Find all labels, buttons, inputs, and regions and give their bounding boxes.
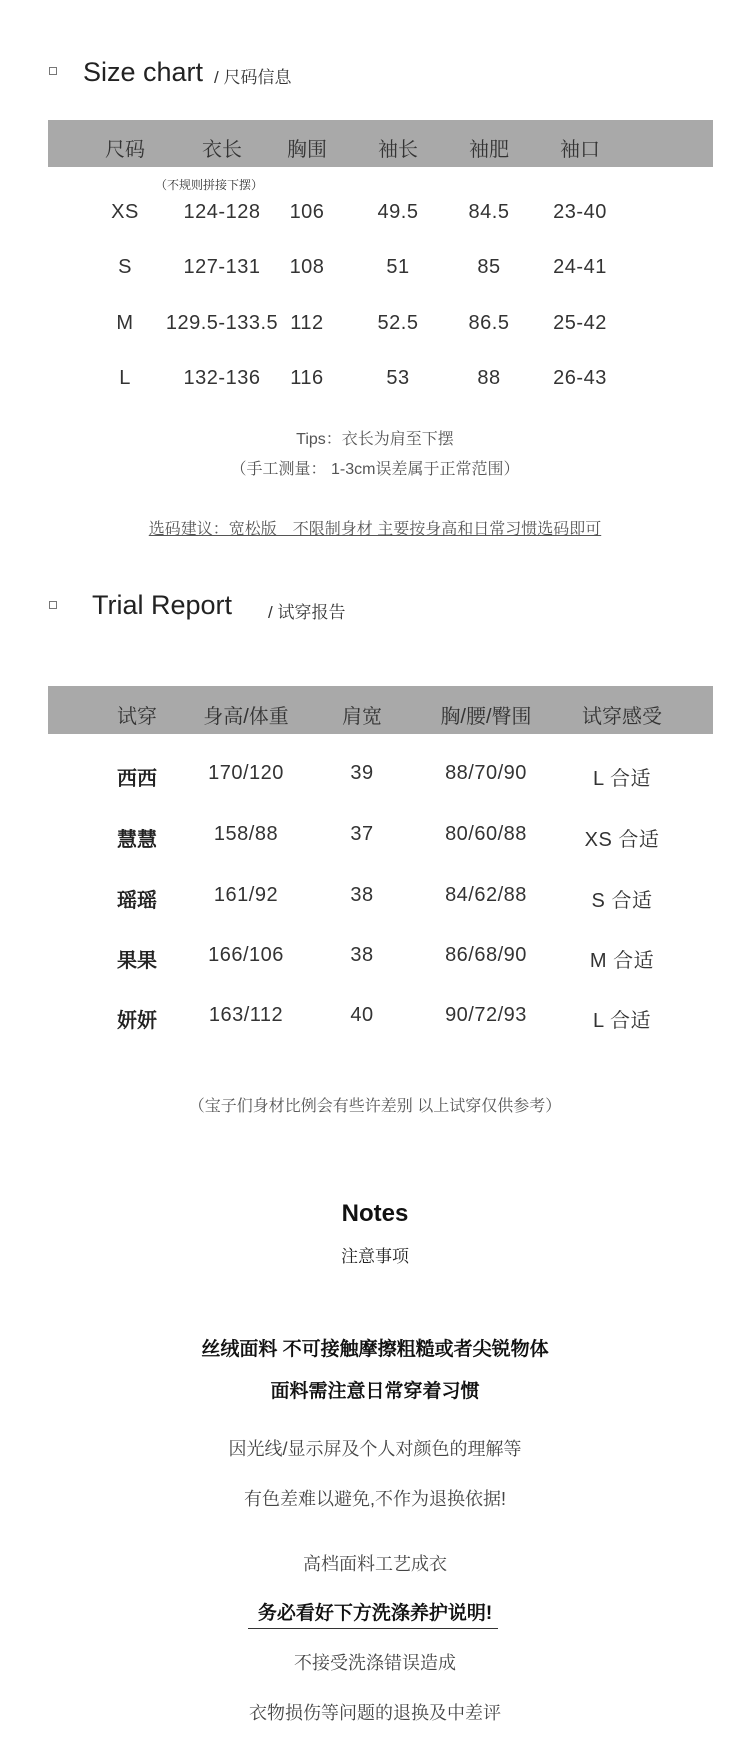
- size-header-5: 袖口: [560, 139, 600, 161]
- size-cell-3-3: 53: [386, 367, 410, 389]
- trial-cell-2-2: 38: [350, 884, 374, 906]
- size-chart-bullet-icon: [49, 67, 57, 75]
- size-chart-subtitle: / 尺码信息: [214, 68, 292, 87]
- notes-line-4: 有色差难以避免,不作为退换依据!: [243, 1489, 506, 1509]
- trial-cell-3-1: 166/106: [208, 944, 284, 966]
- size-cell-2-4: 86.5: [468, 312, 510, 334]
- trial-header-1: 身高/体重: [203, 706, 289, 728]
- trial-report-bullet-icon: [49, 601, 57, 609]
- trial-cell-0-1: 170/120: [208, 762, 284, 784]
- trial-cell-3-0: 果果: [117, 950, 157, 972]
- trial-cell-1-0: 慧慧: [117, 829, 157, 851]
- size-cell-1-5: 24-41: [553, 256, 607, 278]
- size-cell-2-1: 129.5-133.5: [165, 312, 279, 334]
- trial-cell-1-4: XS 合适: [584, 829, 660, 851]
- trial-cell-0-2: 39: [350, 762, 374, 784]
- notes-line-7: 不接受洗涤错误造成: [294, 1653, 456, 1673]
- trial-footnote: （宝子们身材比例会有些许差别 以上试穿仅供参考）: [188, 1098, 562, 1115]
- notes-line-6: 务必看好下方洗涤养护说明!: [257, 1603, 493, 1624]
- notes-subtitle: 注意事项: [341, 1247, 409, 1266]
- notes-line-2: 面料需注意日常穿着习惯: [270, 1381, 480, 1402]
- length-note: （不规则拼接下摆）: [155, 178, 264, 192]
- size-cell-0-5: 23-40: [553, 201, 607, 223]
- trial-cell-2-0: 瑶瑶: [117, 890, 157, 912]
- trial-cell-4-2: 40: [350, 1004, 374, 1026]
- size-header-0: 尺码: [105, 139, 145, 161]
- trial-cell-1-1: 158/88: [213, 823, 279, 845]
- notes-line-5: 高档面料工艺成衣: [303, 1554, 447, 1574]
- size-chart-title: Size chart: [83, 57, 204, 87]
- trial-cell-1-2: 37: [350, 823, 374, 845]
- size-cell-3-5: 26-43: [553, 367, 607, 389]
- measure-note: （手工测量： 1-3cm误差属于正常范围）: [230, 461, 520, 478]
- size-cell-3-2: 116: [290, 367, 324, 389]
- trial-cell-1-3: 80/60/88: [445, 823, 527, 845]
- size-cell-0-1: 124-128: [183, 201, 261, 223]
- trial-cell-0-0: 西西: [117, 768, 157, 790]
- size-cell-0-4: 84.5: [468, 201, 510, 223]
- size-cell-3-4: 88: [477, 367, 501, 389]
- size-cell-1-1: 127-131: [183, 256, 261, 278]
- trial-header-4: 试穿感受: [582, 706, 662, 728]
- size-cell-2-3: 52.5: [377, 312, 419, 334]
- notes-line-1: 丝绒面料 不可接触摩擦粗糙或者尖锐物体: [201, 1339, 549, 1360]
- size-cell-1-2: 108: [289, 256, 325, 278]
- trial-cell-3-2: 38: [350, 944, 374, 966]
- size-header-1: 衣长: [202, 139, 242, 161]
- tips-text: Tips：衣长为肩至下摆: [296, 431, 454, 448]
- size-header-4: 袖肥: [469, 139, 509, 161]
- trial-header-2: 肩宽: [342, 706, 382, 728]
- trial-cell-2-1: 161/92: [213, 884, 279, 906]
- notes-title: Notes: [341, 1200, 409, 1227]
- trial-cell-3-3: 86/68/90: [445, 944, 527, 966]
- size-cell-2-0: M: [116, 312, 134, 334]
- trial-report-title: Trial Report: [92, 590, 233, 620]
- trial-cell-4-1: 163/112: [208, 1004, 284, 1026]
- size-header-2: 胸围: [287, 139, 327, 161]
- trial-cell-4-3: 90/72/93: [445, 1004, 527, 1026]
- trial-cell-0-3: 88/70/90: [445, 762, 527, 784]
- notes-line-3: 因光线/显示屏及个人对颜色的理解等: [228, 1439, 522, 1459]
- size-advice: 选码建议：宽松版 不限制身材 主要按身高和日常习惯选码即可: [148, 521, 602, 538]
- trial-cell-2-3: 84/62/88: [445, 884, 527, 906]
- trial-cell-4-0: 妍妍: [117, 1010, 157, 1032]
- trial-header-3: 胸/腰/臀围: [440, 706, 532, 728]
- trial-cell-3-4: M 合适: [589, 950, 655, 972]
- size-cell-1-3: 51: [386, 256, 410, 278]
- trial-cell-0-4: L 合适: [593, 768, 651, 790]
- size-cell-1-4: 85: [477, 256, 501, 278]
- size-cell-2-2: 112: [290, 312, 324, 334]
- trial-cell-4-4: L 合适: [593, 1010, 651, 1032]
- size-cell-1-0: S: [118, 256, 132, 278]
- notes-divider: [248, 1628, 498, 1629]
- trial-report-subtitle: / 试穿报告: [268, 603, 346, 622]
- trial-cell-2-4: S 合适: [591, 890, 653, 912]
- size-header-3: 袖长: [378, 139, 418, 161]
- size-cell-3-0: L: [119, 367, 131, 389]
- size-cell-0-2: 106: [289, 201, 325, 223]
- size-cell-3-1: 132-136: [183, 367, 261, 389]
- trial-header-0: 试穿: [117, 706, 157, 728]
- size-cell-0-0: XS: [111, 201, 139, 223]
- size-cell-2-5: 25-42: [553, 312, 607, 334]
- notes-line-8: 衣物损伤等问题的退换及中差评: [249, 1703, 501, 1723]
- size-cell-0-3: 49.5: [377, 201, 419, 223]
